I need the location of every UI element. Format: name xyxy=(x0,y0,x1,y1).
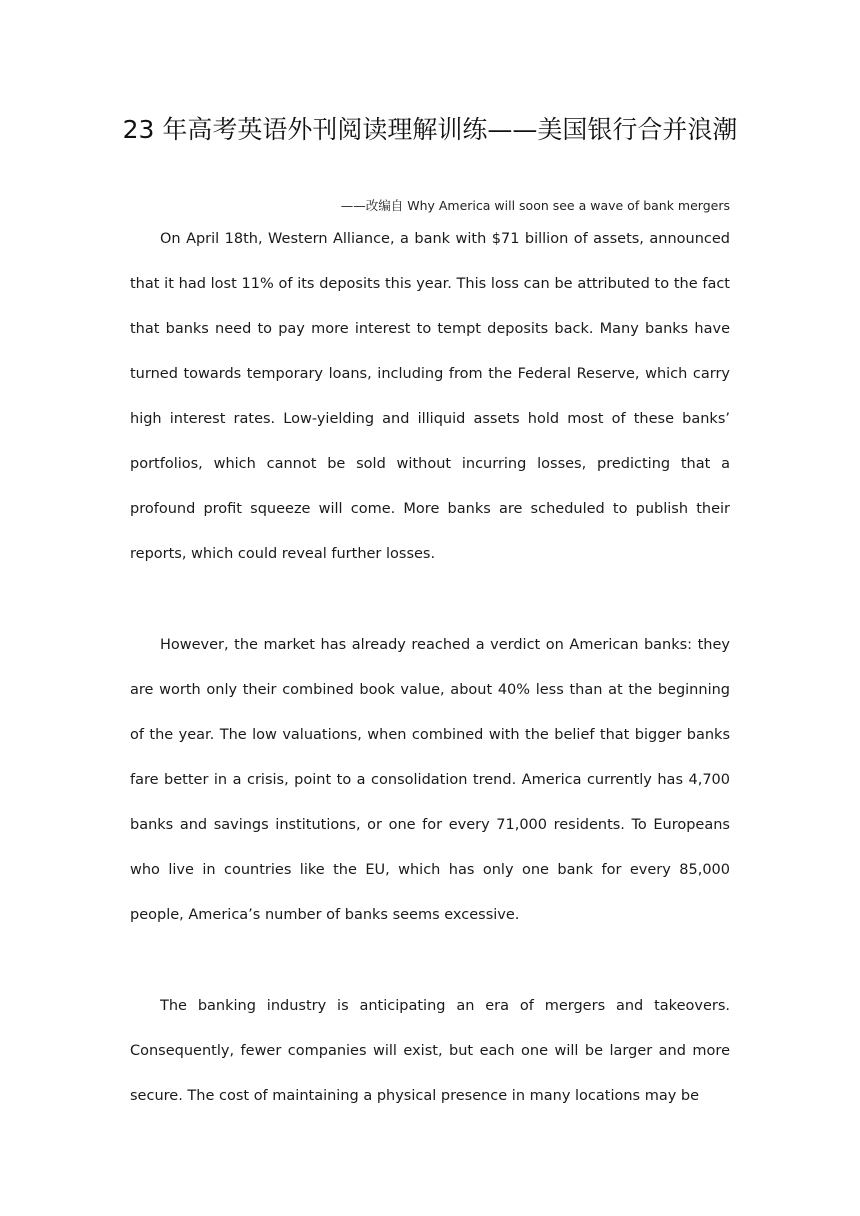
page-title: 23 年高考英语外刊阅读理解训练——美国银行合并浪潮 xyxy=(122,115,738,144)
paragraph-2: However, the market has already reached a verdict on American banks: they are worth only their combined book value, about 40% less than at the beginning of the year. The low valuations, when combined with the belief that bigger banks fare better in a crisis, point to a consolidation trend. America currently has 4,700 banks and savings institutions, or one for every 71,000 residents. To Europeans who live in countries like the EU, which has only one bank for every 85,000 people, America’s number of banks seems excessive. xyxy=(130,637,730,923)
source-line: ——改编自 Why America will soon see a wave of bank mergers xyxy=(340,198,730,213)
paragraph-3: The banking industry is anticipating an era of mergers and takeovers. Consequently, fewer companies will exist, but each one will be larger and more secure. The cost of maintaining a physical presence in many locations may be xyxy=(130,998,730,1104)
paragraph-1: On April 18th, Western Alliance, a bank with $71 billion of assets, announced that it had lost 11% of its deposits this year. This loss can be attributed to the fact that banks need to pay more interest to tempt deposits back. Many banks have turned towards temporary loans, including from the Federal Reserve, which carry high interest rates. Low-yielding and illiquid assets hold most of these banks’ portfolios, which cannot be sold without incurring losses, predicting that a profound profit squeeze will come. More banks are scheduled to publish their reports, which could reveal further losses. xyxy=(130,231,730,562)
